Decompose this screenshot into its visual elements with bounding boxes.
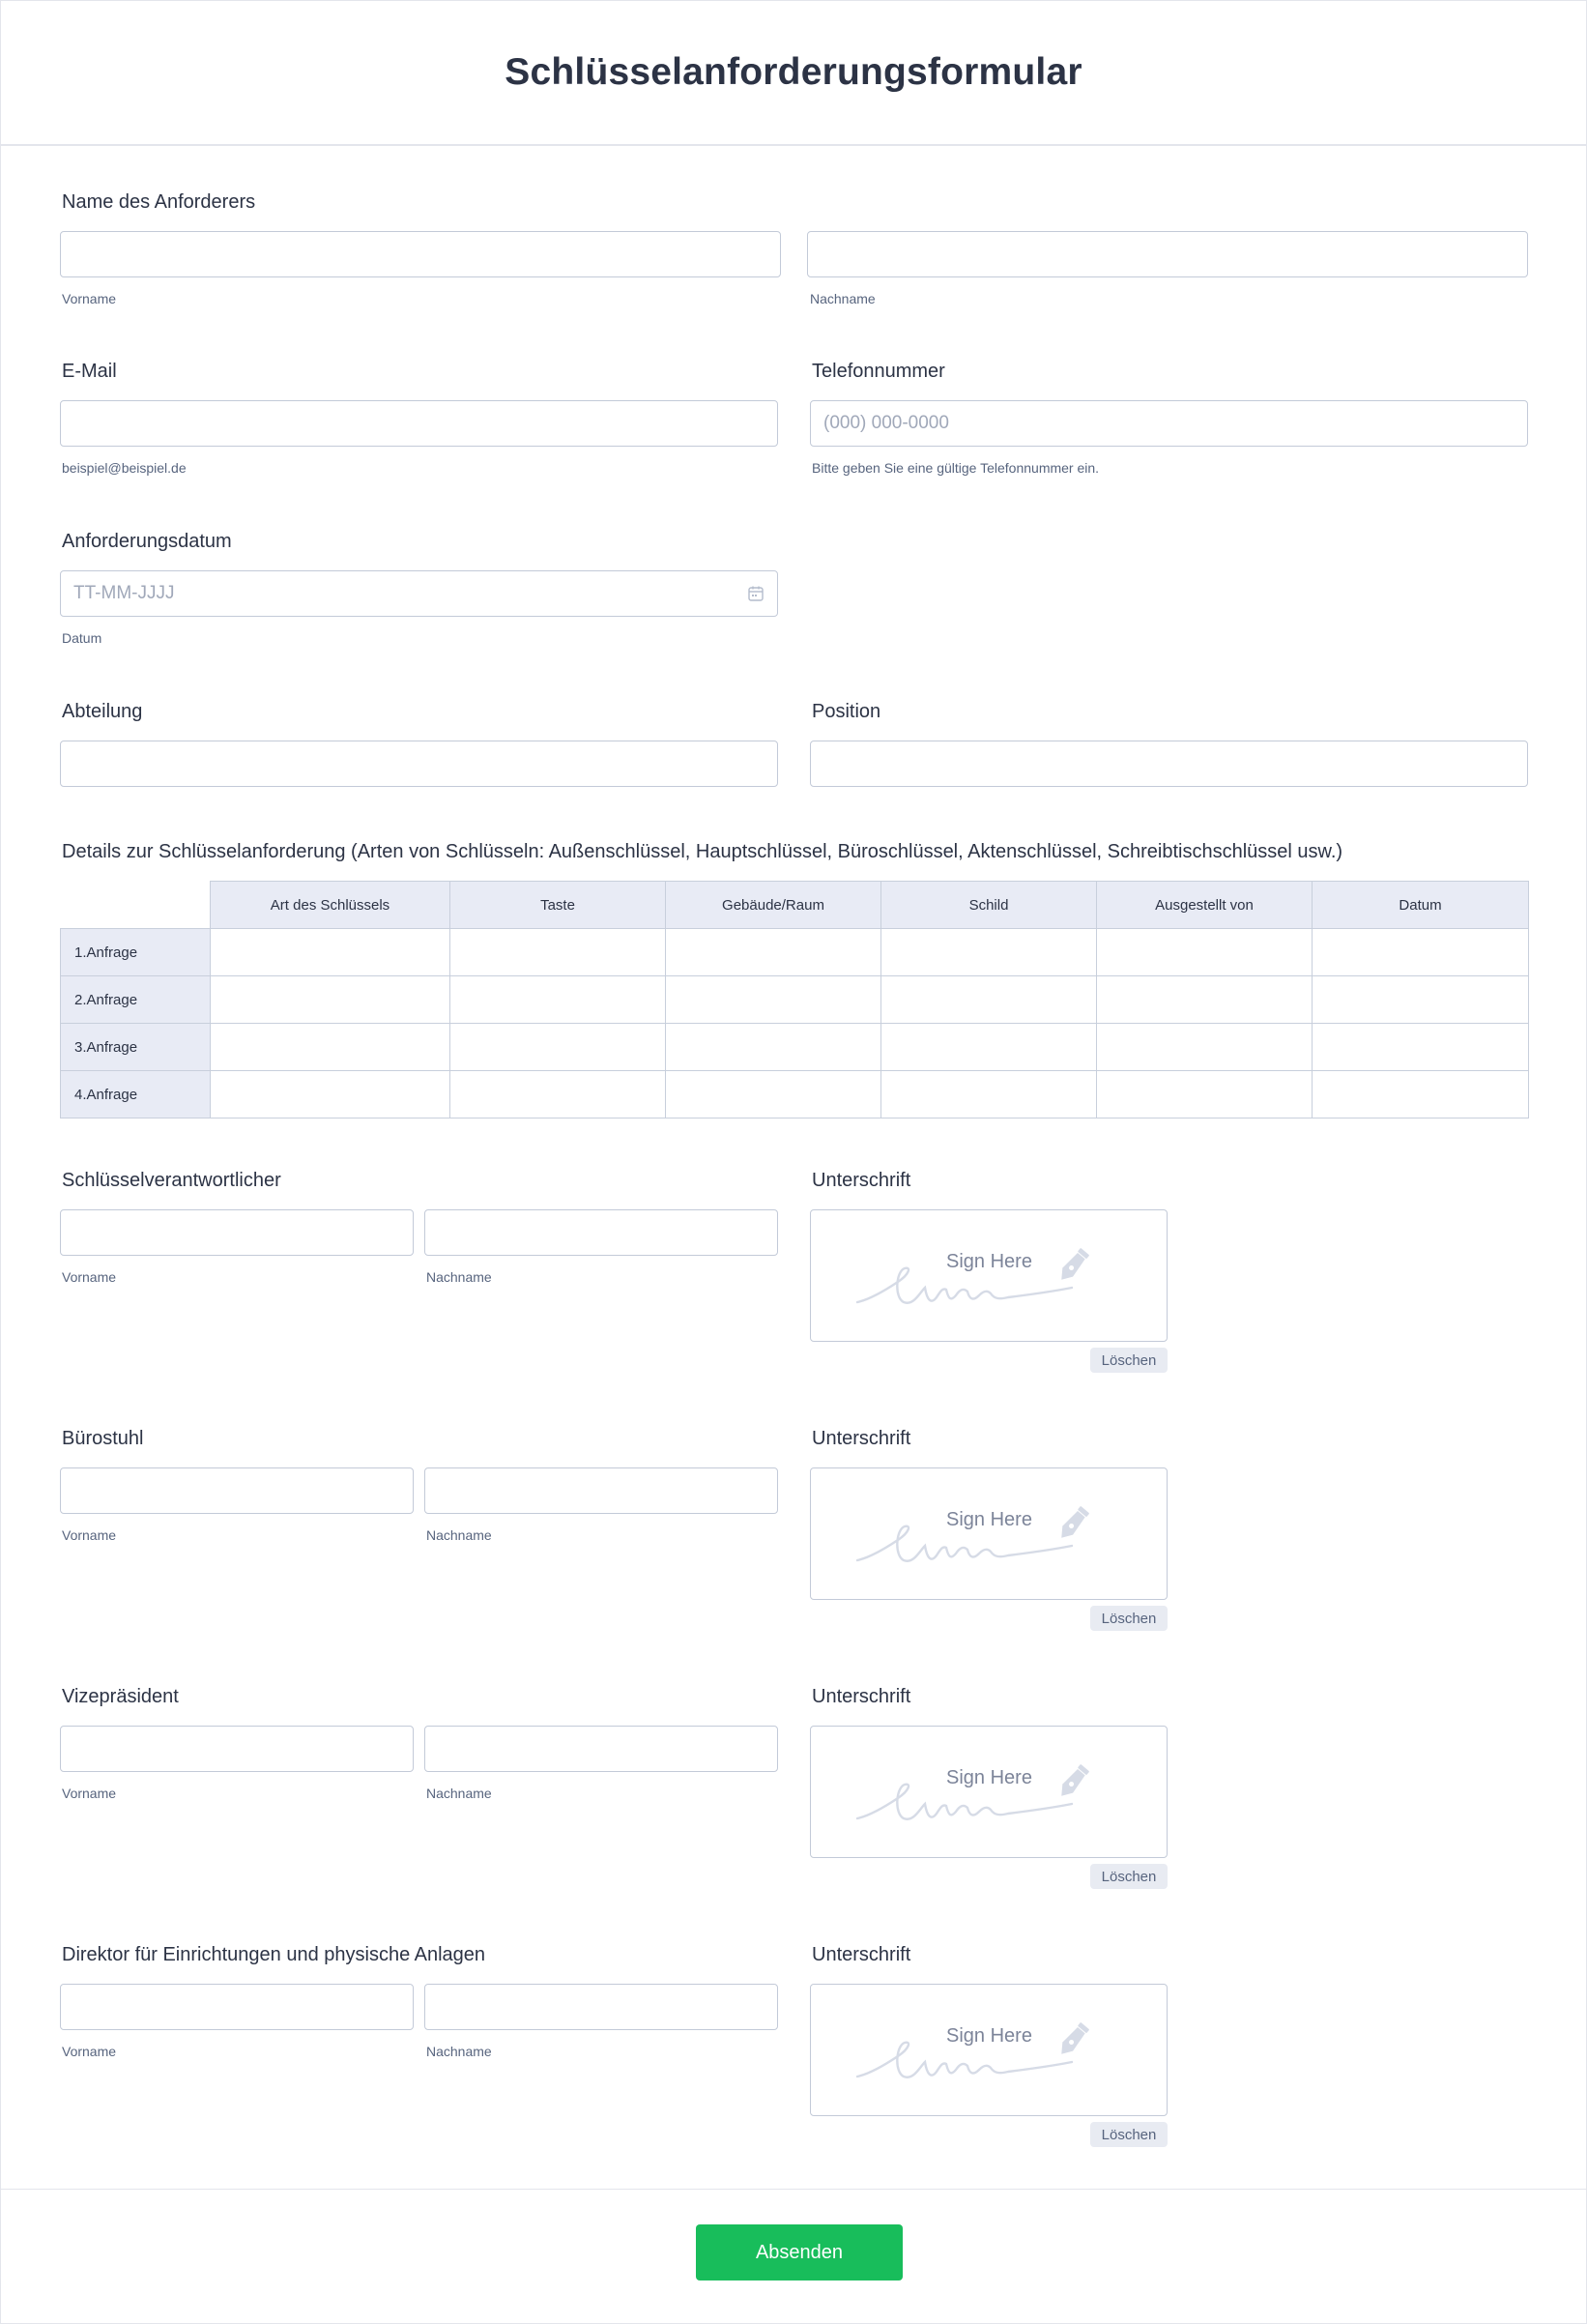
- table-cell[interactable]: [450, 1071, 666, 1118]
- approver-label: Bürostuhl: [62, 1428, 144, 1449]
- clear-signature-button[interactable]: Löschen: [1090, 1606, 1168, 1631]
- table-row: [61, 929, 1529, 976]
- table-cell[interactable]: [1313, 976, 1529, 1024]
- key-request-table: [60, 881, 1529, 1118]
- signature-scribble-icon: [811, 1985, 1169, 2117]
- signature-pad[interactable]: [810, 1726, 1168, 1858]
- column-header: Ausgestellt von: [1097, 882, 1313, 929]
- column-header: Art des Schlüssels: [211, 882, 450, 929]
- table-row: [61, 1071, 1529, 1118]
- approver-label: Vizepräsident: [62, 1686, 179, 1707]
- approver-last-sublabel: Nachname: [426, 2044, 492, 2059]
- approver-first-name-input[interactable]: [60, 1467, 414, 1514]
- approver-label: Schlüsselverantwortlicher: [62, 1170, 281, 1191]
- table-cell[interactable]: [881, 1071, 1097, 1118]
- table-cell[interactable]: [1313, 929, 1529, 976]
- table-cell[interactable]: [450, 1024, 666, 1071]
- approver-last-name-input[interactable]: [424, 1726, 778, 1772]
- date-input[interactable]: [60, 570, 778, 617]
- table-cell[interactable]: [881, 976, 1097, 1024]
- column-header: Schild: [881, 882, 1097, 929]
- table-cell[interactable]: [211, 1071, 450, 1118]
- approver-first-sublabel: Vorname: [62, 1269, 117, 1285]
- table-cell[interactable]: [450, 976, 666, 1024]
- position-input[interactable]: [810, 741, 1528, 787]
- row-header: 4.Anfrage: [61, 1071, 211, 1118]
- requester-first-name-input[interactable]: [60, 231, 781, 277]
- date-placeholder: TT-MM-JJJJ: [73, 583, 175, 603]
- table-cell[interactable]: [881, 1024, 1097, 1071]
- phone-label: Telefonnummer: [812, 361, 945, 382]
- signature-pad[interactable]: [810, 1467, 1168, 1600]
- sign-here-text: Sign Here: [946, 1251, 1032, 1272]
- email-label: E-Mail: [62, 361, 117, 382]
- column-header: Taste: [450, 882, 666, 929]
- requester-label: Name des Anforderers: [62, 191, 256, 213]
- signature-label: Unterschrift: [812, 1170, 911, 1191]
- table-row: [61, 1024, 1529, 1071]
- requester-last-sublabel: Nachname: [810, 291, 876, 306]
- row-header: 2.Anfrage: [61, 976, 211, 1024]
- footer-divider: [0, 2189, 1587, 2190]
- table-cell[interactable]: [450, 929, 666, 976]
- row-header: 3.Anfrage: [61, 1024, 211, 1071]
- approver-first-sublabel: Vorname: [62, 1527, 117, 1543]
- signature-scribble-icon: [811, 1727, 1169, 1859]
- clear-signature-button[interactable]: Löschen: [1090, 1348, 1168, 1373]
- table-cell[interactable]: [881, 929, 1097, 976]
- phone-placeholder: (000) 000-0000: [823, 413, 949, 433]
- calendar-icon[interactable]: [746, 584, 765, 603]
- table-cell[interactable]: [211, 976, 450, 1024]
- signature-label: Unterschrift: [812, 1686, 911, 1707]
- position-label: Position: [812, 701, 881, 722]
- approver-last-name-input[interactable]: [424, 1984, 778, 2030]
- table-header-row: [61, 882, 1529, 929]
- requester-last-name-input[interactable]: [807, 231, 1528, 277]
- department-input[interactable]: [60, 741, 778, 787]
- date-sublabel: Datum: [62, 630, 102, 646]
- details-label: Details zur Schlüsselanforderung (Arten von Schlüsseln: Außenschlüssel, Hauptschlüssel, Büroschlüssel, Aktenschlüssel, Schreibtischschlüssel usw.): [62, 841, 1343, 862]
- approver-first-name-input[interactable]: [60, 1209, 414, 1256]
- approver-first-sublabel: Vorname: [62, 2044, 117, 2059]
- approver-last-sublabel: Nachname: [426, 1786, 492, 1801]
- form-title: Schlüsselanforderungsformular: [505, 50, 1082, 93]
- table-cell[interactable]: [1097, 976, 1313, 1024]
- table-cell[interactable]: [666, 1071, 881, 1118]
- email-sublabel: beispiel@beispiel.de: [62, 460, 187, 476]
- clear-signature-button[interactable]: Löschen: [1090, 1864, 1168, 1889]
- table-cell[interactable]: [666, 976, 881, 1024]
- clear-signature-button[interactable]: Löschen: [1090, 2122, 1168, 2147]
- approver-last-sublabel: Nachname: [426, 1527, 492, 1543]
- table-corner: [61, 882, 211, 929]
- signature-scribble-icon: [811, 1468, 1169, 1601]
- table-row: [61, 976, 1529, 1024]
- signature-pad[interactable]: [810, 1984, 1168, 2116]
- email-input[interactable]: [60, 400, 778, 447]
- sign-here-text: Sign Here: [946, 1767, 1032, 1788]
- table-cell[interactable]: [1313, 1071, 1529, 1118]
- submit-button[interactable]: Absenden: [696, 2224, 903, 2280]
- column-header: Gebäude/Raum: [666, 882, 881, 929]
- signature-label: Unterschrift: [812, 1944, 911, 1965]
- table-cell[interactable]: [1097, 1071, 1313, 1118]
- table-cell[interactable]: [1313, 1024, 1529, 1071]
- phone-sublabel: Bitte geben Sie eine gültige Telefonnummer ein.: [812, 460, 1100, 476]
- signature-label: Unterschrift: [812, 1428, 911, 1449]
- table-cell[interactable]: [666, 1024, 881, 1071]
- approver-label: Direktor für Einrichtungen und physische Anlagen: [62, 1944, 486, 1965]
- approver-last-name-input[interactable]: [424, 1467, 778, 1514]
- signature-pad[interactable]: [810, 1209, 1168, 1342]
- approver-first-name-input[interactable]: [60, 1984, 414, 2030]
- table-cell[interactable]: [211, 1024, 450, 1071]
- department-label: Abteilung: [62, 701, 143, 722]
- signature-scribble-icon: [811, 1210, 1169, 1343]
- approver-first-name-input[interactable]: [60, 1726, 414, 1772]
- table-cell[interactable]: [211, 929, 450, 976]
- requester-first-sublabel: Vorname: [62, 291, 117, 306]
- sign-here-text: Sign Here: [946, 1509, 1032, 1530]
- phone-input[interactable]: [810, 400, 1528, 447]
- table-cell[interactable]: [1097, 929, 1313, 976]
- column-header: Datum: [1313, 882, 1529, 929]
- table-cell[interactable]: [1097, 1024, 1313, 1071]
- form-header: [0, 0, 1587, 146]
- row-header: 1.Anfrage: [61, 929, 211, 976]
- date-label: Anforderungsdatum: [62, 531, 232, 552]
- sign-here-text: Sign Here: [946, 2025, 1032, 2047]
- approver-last-sublabel: Nachname: [426, 1269, 492, 1285]
- approver-last-name-input[interactable]: [424, 1209, 778, 1256]
- table-cell[interactable]: [666, 929, 881, 976]
- approver-first-sublabel: Vorname: [62, 1786, 117, 1801]
